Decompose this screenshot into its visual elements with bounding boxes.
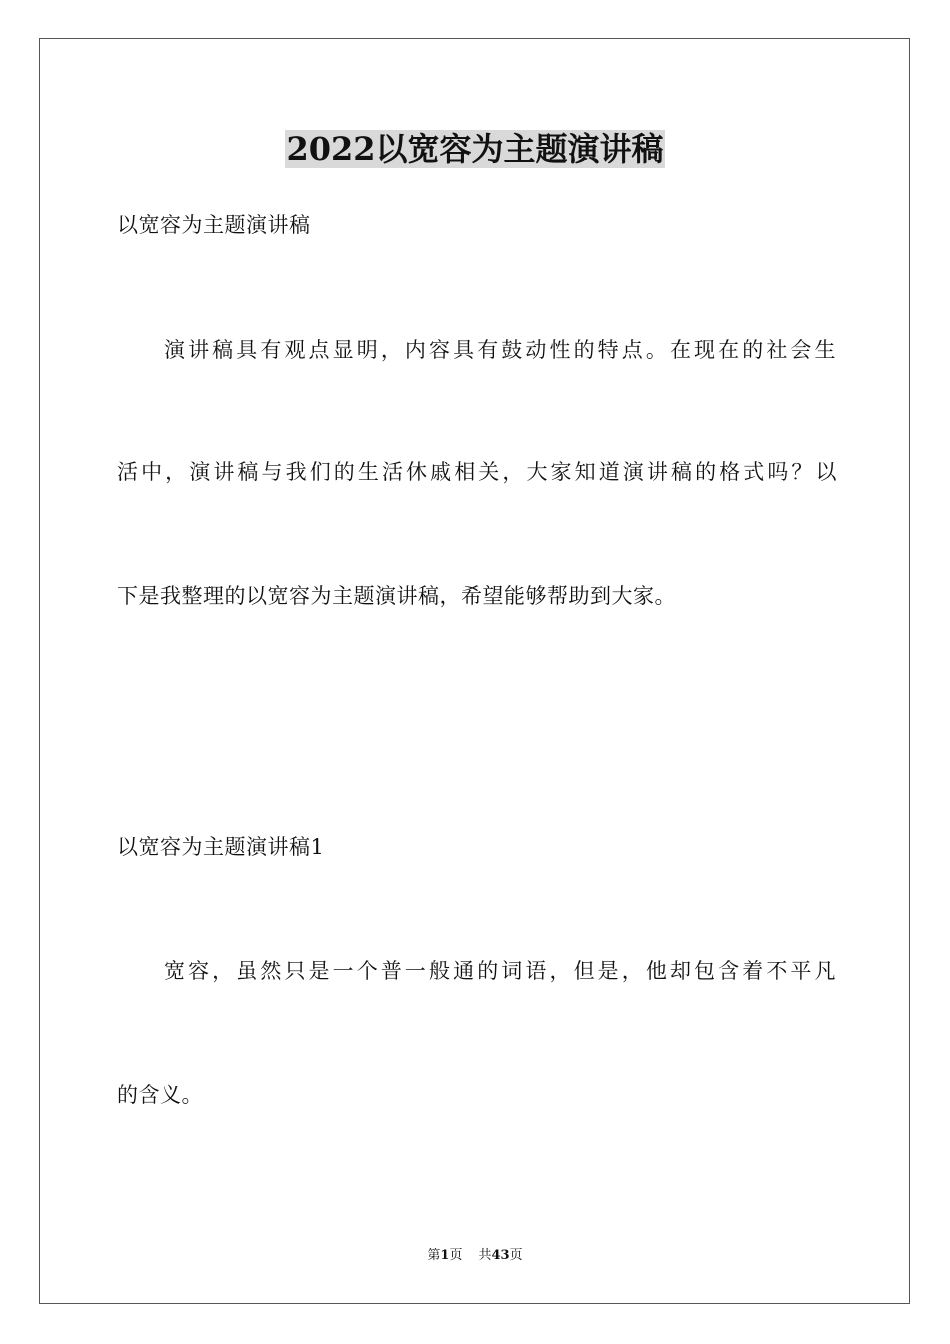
footer-total-prefix: 共 bbox=[478, 1248, 492, 1263]
footer-page-prefix: 第 bbox=[427, 1248, 441, 1263]
intro-line-3: 下是我整理的以宽容为主题演讲稿，希望能够帮助到大家。 bbox=[117, 584, 676, 608]
intro-line-2: 活中，演讲稿与我们的生活休戚相关，大家知道演讲稿的格式吗？以 bbox=[117, 460, 837, 484]
document-title bbox=[0, 126, 950, 172]
section-line-1: 宽容，虽然只是一个普一般通的词语，但是，他却包含着不平凡 bbox=[164, 959, 836, 983]
section-line-2: 的含义。 bbox=[117, 1083, 203, 1107]
footer-page-suffix: 页 bbox=[449, 1248, 463, 1263]
footer-page-current: 1 bbox=[440, 1248, 450, 1263]
footer-page-total: 43 bbox=[491, 1248, 510, 1263]
section-heading: 以宽容为主题演讲稿1 bbox=[117, 835, 325, 859]
document-subtitle: 以宽容为主题演讲稿 bbox=[117, 213, 311, 237]
document-title-text: 2022以宽容为主题演讲稿 bbox=[286, 130, 664, 168]
intro-line-1: 演讲稿具有观点显明，内容具有鼓动性的特点。在现在的社会生 bbox=[164, 338, 836, 362]
page-footer bbox=[0, 1247, 950, 1265]
footer-total-suffix: 页 bbox=[509, 1248, 523, 1263]
